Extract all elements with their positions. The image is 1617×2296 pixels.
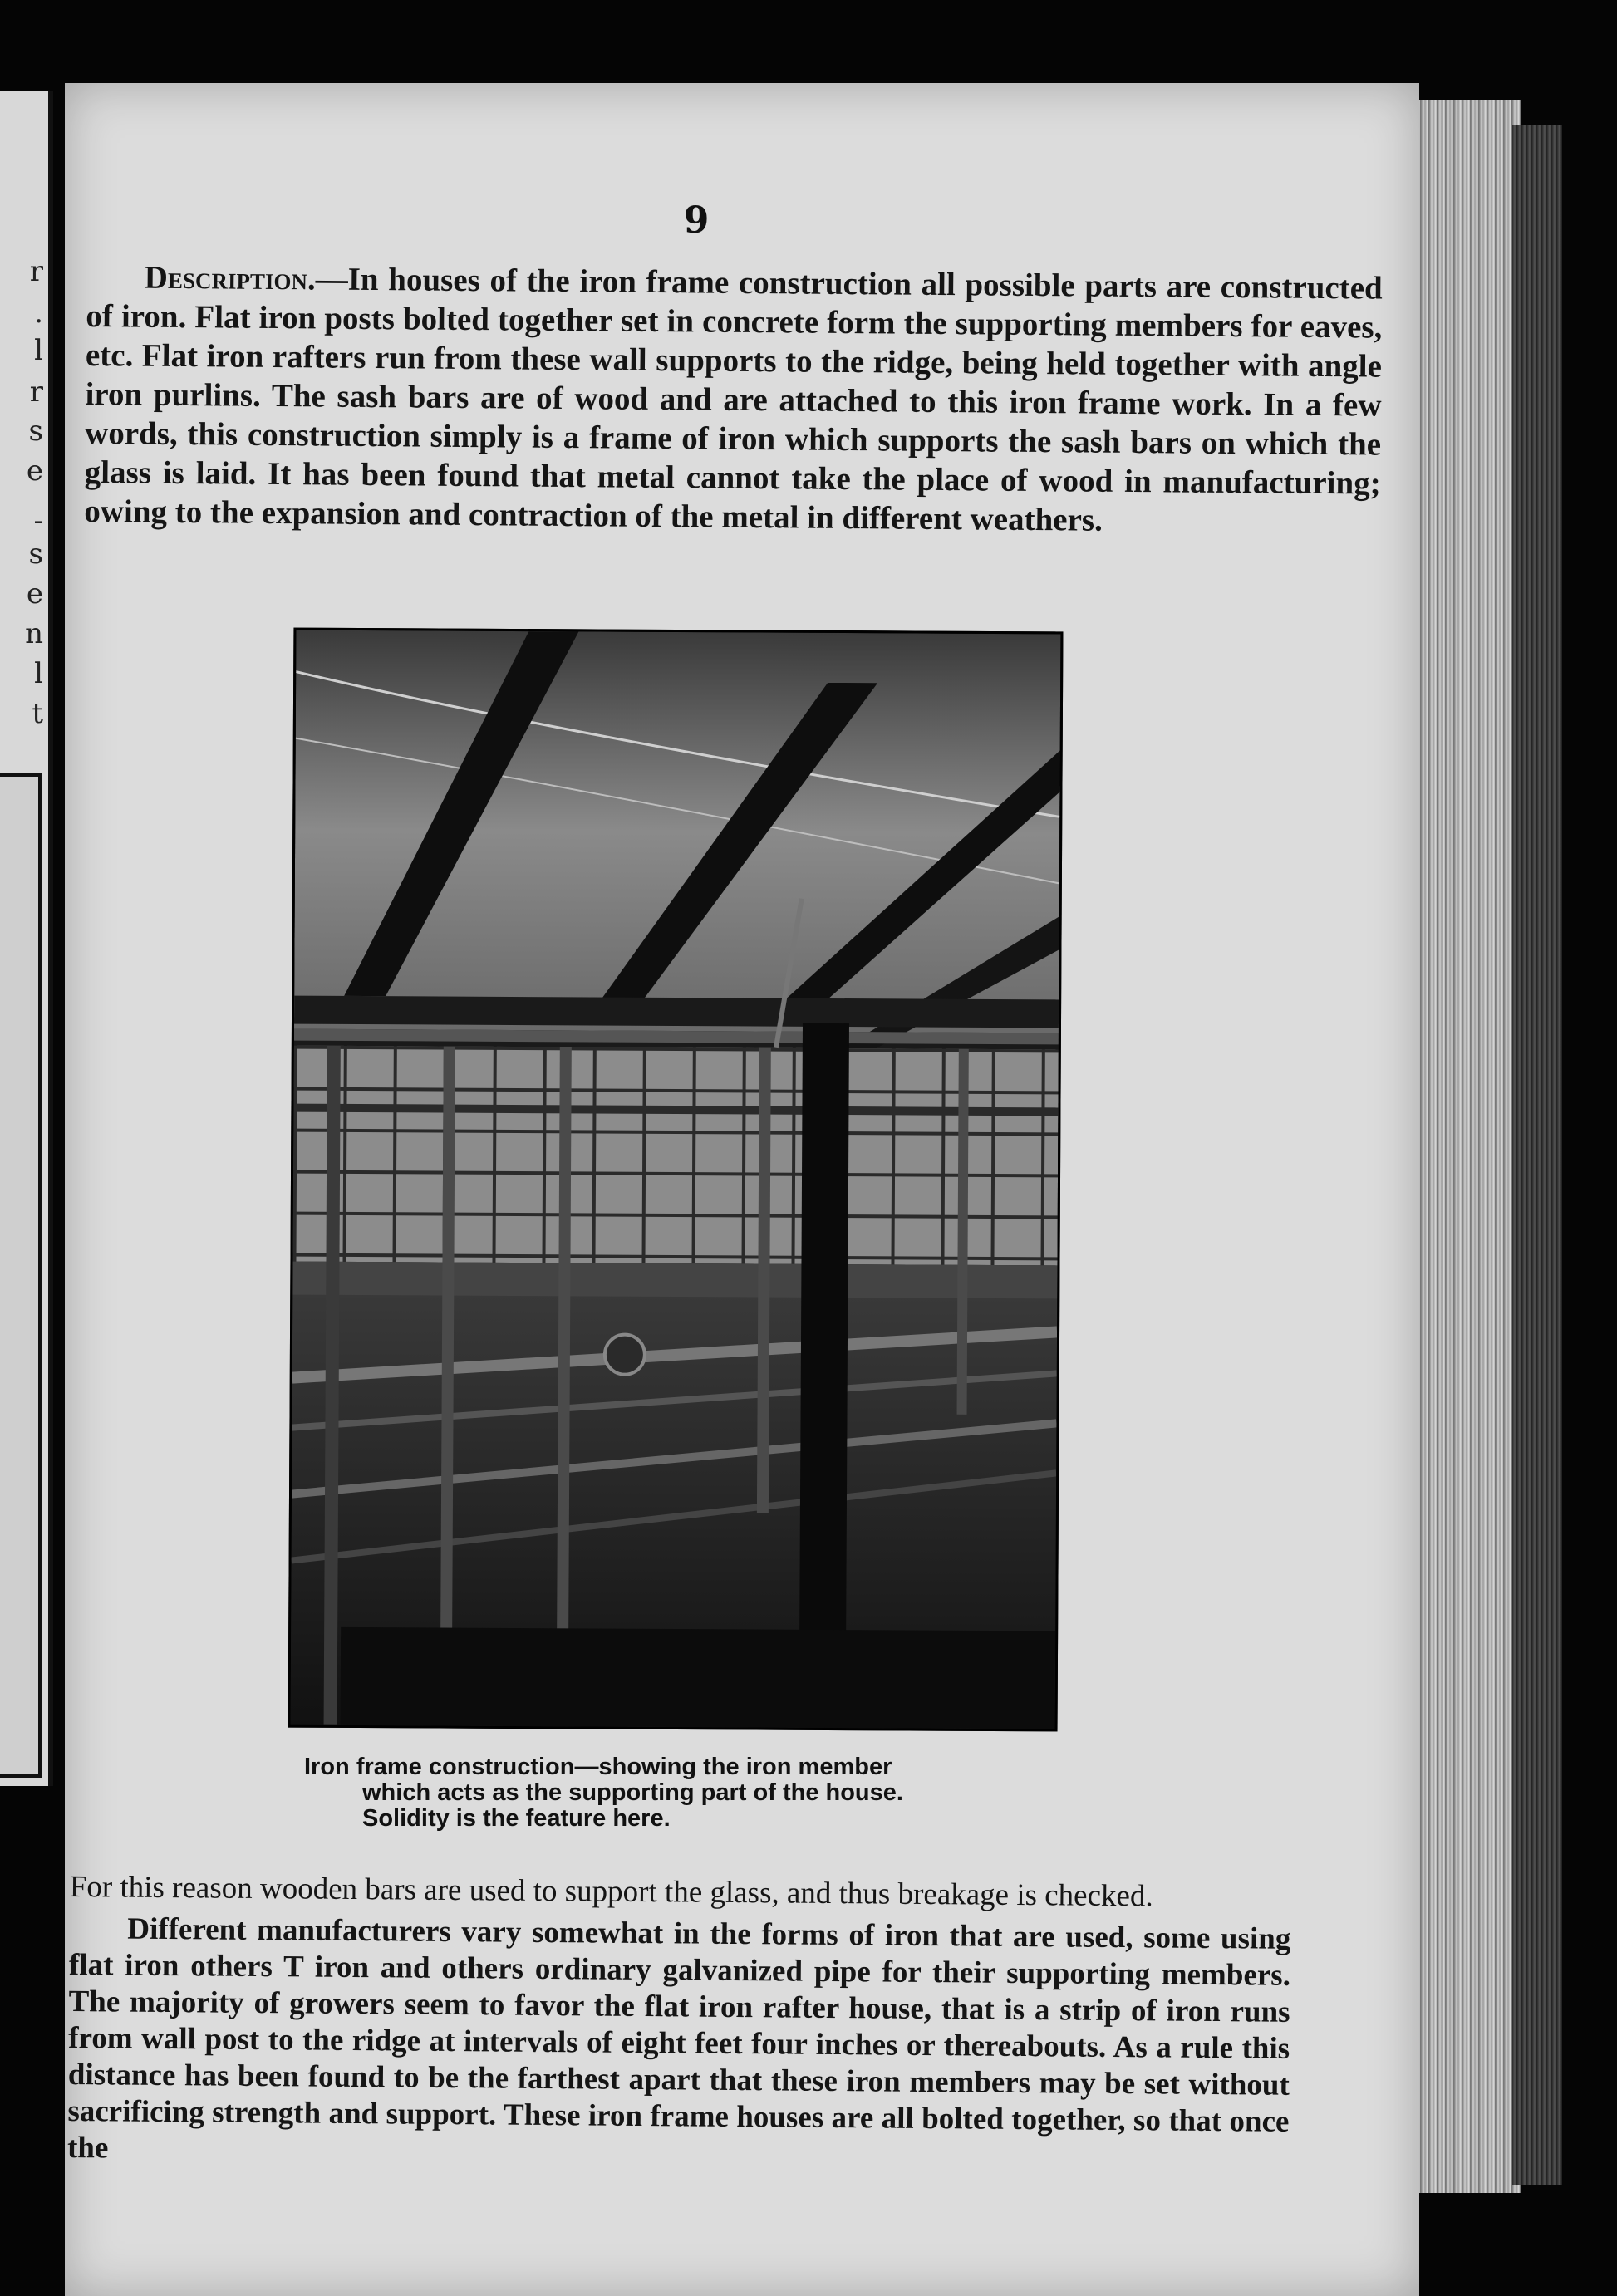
iron-frame-greenhouse-illustration bbox=[291, 630, 1061, 1729]
caption-line: Iron frame construction—showing the iron member bbox=[304, 1754, 892, 1780]
left-fragment: r bbox=[29, 255, 43, 288]
adjacent-left-page bbox=[0, 91, 53, 1786]
left-fragment: . bbox=[34, 297, 43, 330]
continuation-paragraph: For this reason wooden bars are used to support the glass, and thus breakage is checked. bbox=[69, 1870, 1153, 1914]
left-page-frame bbox=[0, 773, 42, 1778]
book-page bbox=[65, 83, 1419, 2296]
photo-caption bbox=[304, 1754, 1052, 1832]
manufacturers-paragraph: Different manufacturers vary somewhat in the forms of iron that are used, some using flat iron others T iron and others ordinary galvanized pipe for their supporting members. The majority of growers seem to favor the flat iron rafter house, that is a strip of iron runs from wall post to the ridge at intervals of eight feet four inches or thereabouts. As a rule this distance has been found to be the farthest apart that these iron members may be set without sacrificing strength and support. These iron frame houses are all bolted together, so that once the bbox=[66, 1911, 1291, 2166]
body-text-bottom bbox=[67, 1869, 1291, 2177]
left-fragment: l bbox=[34, 657, 43, 690]
left-fragment: s bbox=[28, 415, 43, 448]
left-fragment: l bbox=[34, 334, 43, 367]
greenhouse-photo bbox=[288, 628, 1064, 1732]
description-paragraph bbox=[84, 258, 1383, 542]
description-body: —In houses of the iron frame construction all possible parts are constructed of iron. Flat iron posts bolted together set in concrete form the supporting members for eaves, etc. Flat iron rafters run from these wall supports to the ridge, being held together with angle iron purlins. The sash bars are of wood and are attached to this iron frame work. In a few words, this construction simply is a frame of iron which supports the sash bars on which the glass is laid. It has been found that metal cannot take the place of wood in manufacturing; owing to the expansion and contraction of the metal in different weathers. bbox=[84, 261, 1383, 538]
left-fragment: n bbox=[25, 617, 43, 650]
indent bbox=[86, 287, 145, 288]
caption-line: which acts as the supporting part of the house. bbox=[362, 1779, 903, 1806]
left-fragment: t bbox=[32, 697, 43, 730]
left-fragment: e bbox=[26, 454, 43, 488]
book-spine-shadow bbox=[1512, 125, 1562, 2185]
caption-line: Solidity is the feature here. bbox=[362, 1805, 671, 1832]
left-fragment: s bbox=[28, 537, 43, 571]
page-number: 9 bbox=[683, 199, 710, 242]
left-fragment: r bbox=[29, 375, 43, 409]
left-fragment: e bbox=[26, 577, 43, 611]
description-lead: Description. bbox=[144, 259, 316, 297]
left-fragment: - bbox=[33, 504, 43, 537]
